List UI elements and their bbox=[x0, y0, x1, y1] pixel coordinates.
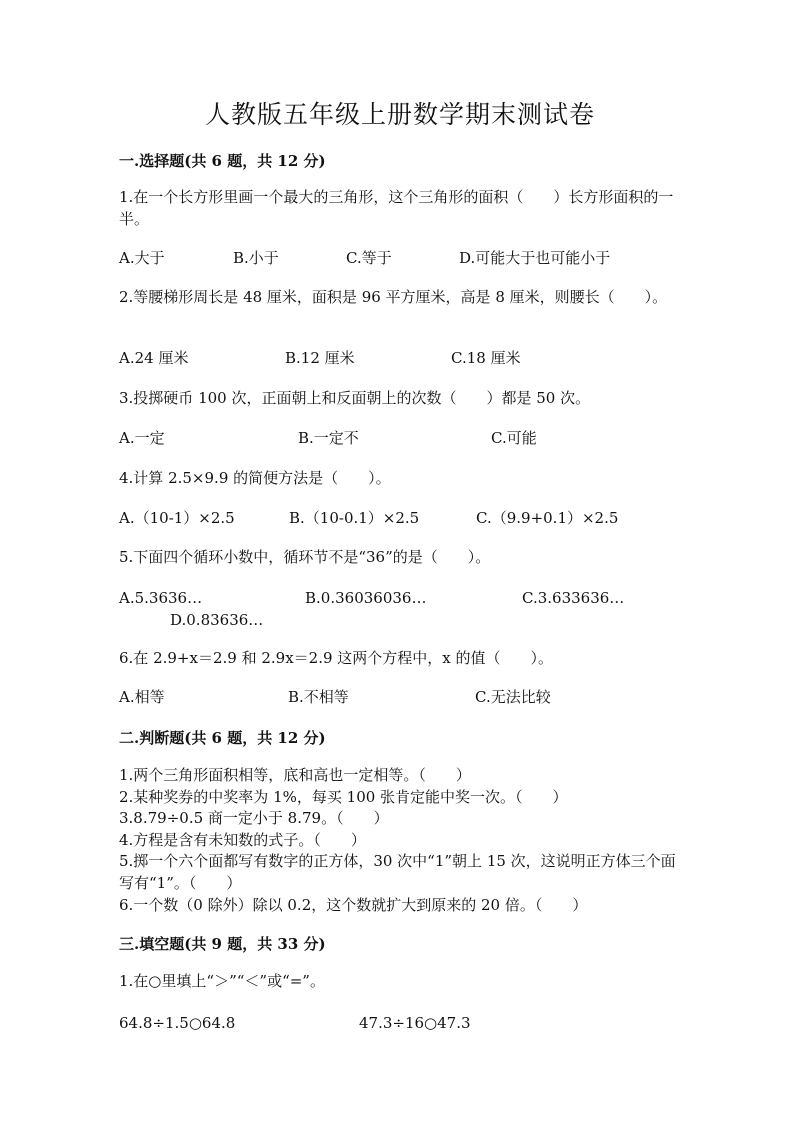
option: B.不相等 bbox=[288, 688, 349, 706]
option: B.小于 bbox=[233, 249, 279, 267]
section-heading-fill: 三.填空题(共 9 题，共 33 分) bbox=[119, 935, 326, 953]
judgment-item: 4.方程是含有未知数的式子。（ ） bbox=[119, 831, 366, 849]
option: C.3.633636… bbox=[522, 589, 625, 607]
page-title: 人教版五年级上册数学期末测试卷 bbox=[204, 100, 595, 129]
option: D.可能大于也可能小于 bbox=[459, 249, 611, 267]
judgment-item: 2.某种奖券的中奖率为 1%，每买 100 张肯定能中奖一次。（ ） bbox=[119, 788, 568, 806]
question-text: 6.在 2.9+x＝2.9 和 2.9x＝2.9 这两个方程中，x 的值（ ）。 bbox=[119, 649, 554, 667]
option: C.无法比较 bbox=[475, 688, 551, 706]
question-text: 1.在一个长方形里画一个最大的三角形，这个三角形的面积（ ）长方形面积的一半。 bbox=[119, 188, 674, 228]
option: B.12 厘米 bbox=[285, 349, 355, 367]
option: A.5.3636… bbox=[119, 589, 203, 607]
option: A.一定 bbox=[119, 429, 165, 447]
option: B.一定不 bbox=[298, 429, 359, 447]
option: B.（10-0.1）×2.5 bbox=[289, 509, 420, 527]
option: C.（9.9+0.1）×2.5 bbox=[476, 509, 619, 527]
option: C.18 厘米 bbox=[451, 349, 521, 367]
comparison-expression: 64.8÷1.5○64.8 bbox=[119, 1014, 236, 1032]
option: B.0.36036036… bbox=[305, 589, 427, 607]
question-text: 5.下面四个循环小数中，循环节不是“36”的是（ ）。 bbox=[119, 548, 491, 566]
question-text: 4.计算 2.5×9.9 的简便方法是（ ）。 bbox=[119, 469, 391, 487]
question-text: 3.投掷硬币 100 次，正面朝上和反面朝上的次数（ ）都是 50 次。 bbox=[119, 389, 591, 407]
option: A.大于 bbox=[119, 249, 165, 267]
question-text: 1.在○里填上“＞”“＜”或“=”。 bbox=[119, 972, 325, 990]
option: A.24 厘米 bbox=[119, 349, 189, 367]
judgment-item: 3.8.79÷0.5 商一定小于 8.79。（ ） bbox=[119, 809, 389, 827]
judgment-item: 6.一个数（0 除外）除以 0.2，这个数就扩大到原来的 20 倍。（ ） bbox=[119, 896, 588, 914]
option: A.（10-1）×2.5 bbox=[119, 509, 235, 527]
judgment-item: 5.掷一个六个面都写有数字的正方体，30 次中“1”朝上 15 次，这说明正方体三个面写有“1”。（ ） bbox=[119, 852, 676, 892]
option: C.可能 bbox=[491, 429, 537, 447]
judgment-item: 1.两个三角形面积相等，底和高也一定相等。（ ） bbox=[119, 766, 471, 784]
comparison-expression: 47.3÷16○47.3 bbox=[359, 1014, 471, 1032]
option: D.0.83636… bbox=[170, 611, 264, 629]
option: A.相等 bbox=[119, 688, 165, 706]
section-heading-judgment: 二.判断题(共 6 题，共 12 分) bbox=[119, 729, 326, 747]
question-text: 2.等腰梯形周长是 48 厘米，面积是 96 平方厘米，高是 8 厘米，则腰长（ ）。 bbox=[119, 288, 668, 306]
option: C.等于 bbox=[346, 249, 392, 267]
section-heading-choice: 一.选择题(共 6 题，共 12 分) bbox=[119, 152, 326, 170]
